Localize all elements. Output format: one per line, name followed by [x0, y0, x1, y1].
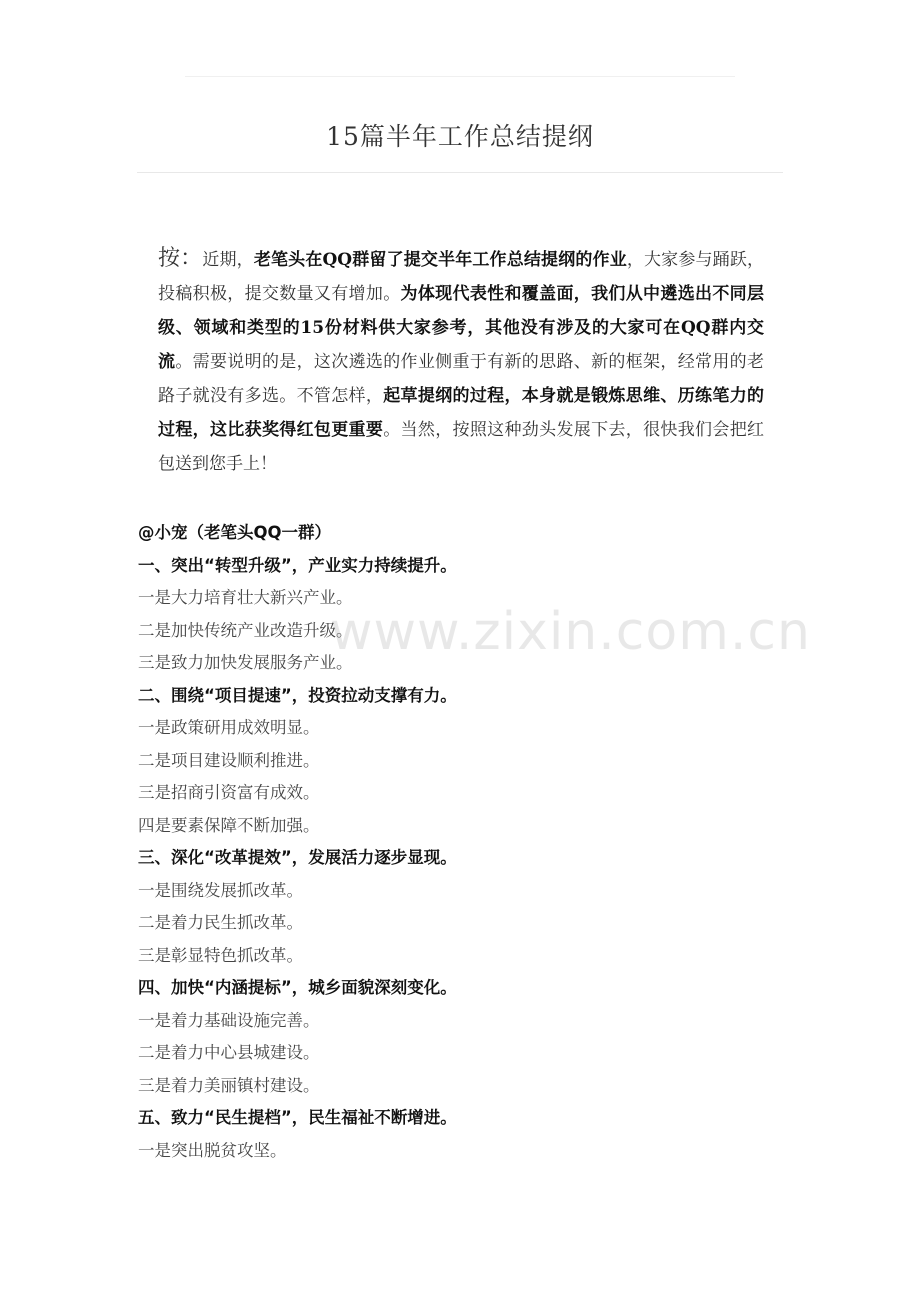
list-item: 四是要素保障不断加强。	[138, 815, 320, 835]
list-item: 一是围绕发展抓改革。	[138, 880, 303, 900]
intro-emphasis: 起草提纲的过程，本身就是锻炼思维、历练笔力的过程，这比获奖得红包更重要	[158, 386, 765, 440]
watermark: www.zixin.com.cn	[330, 602, 811, 662]
list-item: 二是项目建设顺利推进。	[138, 750, 320, 770]
intro-emphasis: 老笔头在QQ群留了提交半年工作总结提纲的作业	[253, 250, 627, 270]
section-heading: 四、加快“内涵提标”，城乡面貌深刻变化。	[138, 978, 457, 997]
intro-text: 。需要说明的是，这次遴选的作业侧重于有新的思路、新的框架，经常用的老路子就没有多选。不管怎样，	[158, 352, 765, 406]
intro-paragraph	[158, 242, 764, 481]
section-heading: 二、围绕“项目提速”，投资拉动支撑有力。	[138, 685, 457, 705]
intro-lead: 按：	[158, 246, 203, 271]
list-item: 三是着力美丽镇村建设。	[138, 1075, 320, 1095]
top-divider	[185, 76, 735, 77]
list-item: 三是招商引资富有成效。	[138, 783, 320, 802]
list-item: 一是政策研用成效明显。	[138, 718, 320, 737]
list-item: 三是彰显特色抓改革。	[138, 945, 303, 965]
section-heading: 五、致力“民生提档”，民生福祉不断增进。	[138, 1108, 457, 1127]
outline-list	[138, 517, 838, 1167]
list-item: 一是着力基础设施完善。	[138, 1010, 320, 1030]
intro-text: 近期，	[202, 250, 254, 270]
list-item: 二是加快传统产业改造升级。	[138, 620, 353, 640]
intro-segments	[158, 250, 764, 474]
intro-text: 。当然，按照这种劲头发展下去，很快我们会把红包送到您手上！	[158, 420, 765, 474]
list-item: 二是着力中心县城建设。	[138, 1043, 320, 1062]
section-heading: @小宠（老笔头QQ一群）	[138, 523, 332, 542]
list-item: 三是致力加快发展服务产业。	[138, 653, 353, 672]
list-item: 二是着力民生抓改革。	[138, 913, 303, 932]
intro-text: ，大家参与踊跃，投稿积极，提交数量又有增加。	[158, 250, 764, 304]
intro-emphasis: 为体现代表性和覆盖面，我们从中遴选出不同层级、领域和类型的15份材料供大家参考，其他没有涉及的大家可在QQ群内交流	[158, 284, 765, 372]
title-divider	[137, 172, 783, 173]
list-item: 一是大力培育壮大新兴产业。	[138, 588, 353, 607]
section-heading: 三、深化“改革提效”，发展活力逐步显现。	[138, 848, 457, 867]
section-heading: 一、突出“转型升级”，产业实力持续提升。	[138, 555, 457, 575]
list-item: 一是突出脱贫攻坚。	[138, 1140, 287, 1160]
document-title: 15篇半年工作总结提纲	[326, 122, 594, 151]
